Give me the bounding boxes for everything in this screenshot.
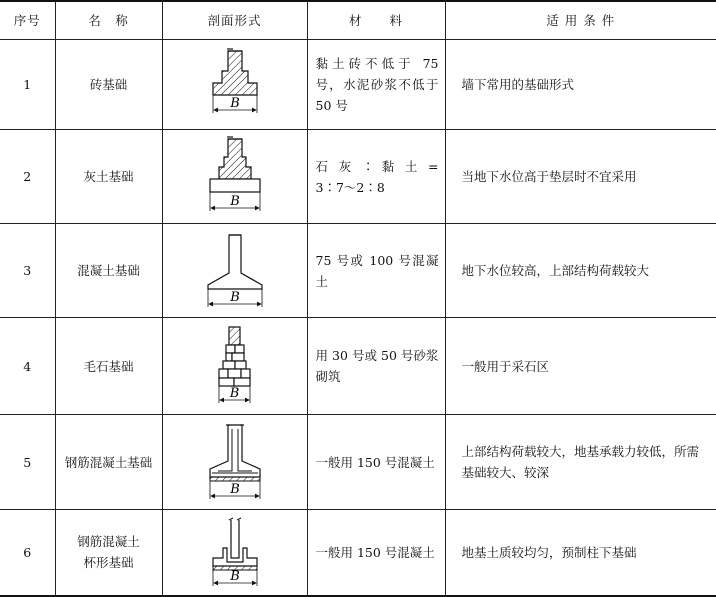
header-name: 名 称: [55, 1, 162, 40]
section-cell: [162, 224, 307, 318]
header-no: 序号: [0, 1, 55, 40]
table-row: [0, 130, 716, 224]
row-usage: 一般用于采石区: [445, 318, 716, 415]
row-name: 灰土基础: [55, 130, 162, 224]
header-row: [0, 1, 716, 40]
brick-foundation-diagram: [205, 47, 265, 123]
row-material: 石 灰 ∶ 黏 土 = 3∶7～2∶8: [307, 130, 445, 224]
width-label: B: [229, 482, 240, 497]
row-material: 黏土砖不低于 75 号，水泥砂浆不低于 50 号: [307, 40, 445, 130]
header-material: 材 料: [307, 1, 445, 40]
row-number: 4: [0, 318, 55, 415]
row-number: 2: [0, 130, 55, 224]
row-number: 5: [0, 415, 55, 510]
concrete-foundation-diagram: [204, 231, 266, 311]
row-number: 6: [0, 510, 55, 596]
row-number: 3: [0, 224, 55, 318]
section-cell: [162, 415, 307, 510]
row-material: 75 号或 100 号混凝土: [307, 224, 445, 318]
row-usage: 地基土质较均匀，预制柱下基础: [445, 510, 716, 596]
table-row: [0, 415, 716, 510]
width-label: B: [229, 289, 240, 305]
row-name: 混凝土基础: [55, 224, 162, 318]
row-usage: 当地下水位高于垫层时不宜采用: [445, 130, 716, 224]
cup-foundation-diagram: [205, 514, 265, 590]
row-name-line1: 钢筋混凝土: [77, 534, 140, 550]
row-name: 钢筋混凝土基础: [55, 415, 162, 510]
row-name: [55, 510, 162, 596]
reinforced-concrete-foundation-diagram: [204, 421, 266, 503]
row-usage: 地下水位较高，上部结构荷载较大: [445, 224, 716, 318]
table-row: [0, 510, 716, 596]
section-cell: [162, 130, 307, 224]
rubble-stone-foundation-diagram: [210, 323, 260, 409]
row-material: 一般用 150 号混凝土: [307, 510, 445, 596]
table-row: [0, 40, 716, 130]
row-usage: 墙下常用的基础形式: [445, 40, 716, 130]
row-material: 用 30 号或 50 号砂浆砌筑: [307, 318, 445, 415]
row-name: 毛石基础: [55, 318, 162, 415]
row-name-line2: 杯形基础: [83, 555, 134, 571]
section-cell: [162, 510, 307, 596]
row-name: 砖基础: [55, 40, 162, 130]
row-number: 1: [0, 40, 55, 130]
header-usage: 适 用 条 件: [445, 1, 716, 40]
lime-soil-foundation-diagram: [205, 135, 265, 219]
table-row: [0, 318, 716, 415]
row-usage: 上部结构荷载较大，地基承载力较低，所需基础较大、较深: [445, 415, 716, 510]
width-label: B: [229, 95, 240, 111]
width-label: B: [229, 569, 240, 585]
section-cell: [162, 40, 307, 130]
section-cell: [162, 318, 307, 415]
row-material: 一般用 150 号混凝土: [307, 415, 445, 510]
width-label: B: [229, 386, 239, 401]
width-label: B: [229, 193, 240, 209]
table-row: [0, 224, 716, 318]
header-section: 剖面形式: [162, 1, 307, 40]
